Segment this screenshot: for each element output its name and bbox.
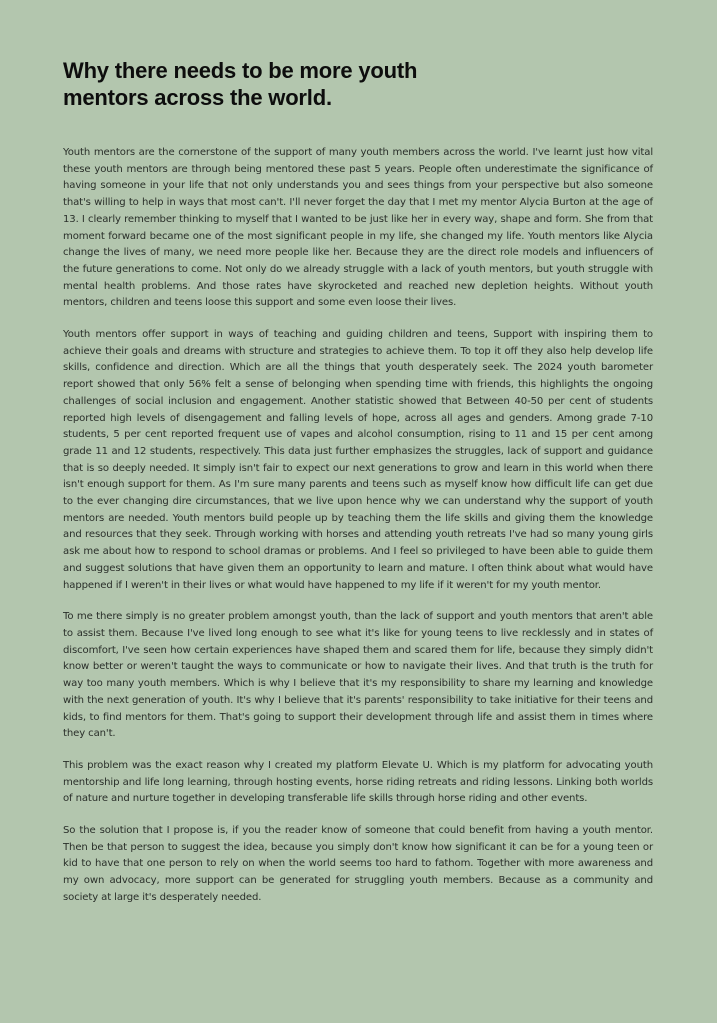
document-page (63, 57, 653, 922)
paragraph-support: Youth mentors offer support in ways of teaching and guiding children and teens, Support with inspiring them to achieve their goals and dreams with structure and strategies to achieve them. To top it off they also help develop life skills, confidence and direction. Which are all the things that youth desperately seek. The 2024 youth barometer report showed that only 56% felt a sense of belonging when spending time with friends, this highlights the ongoing challenges of social inclusion and engagement. Another statistic showed that Between 40-50 per cent of students reported high levels of disengagement and falling levels of hope, across all ages and genders. Among grade 7-10 students, 5 per cent reported frequent use of vapes and alcohol consumption, rising to 11 and 15 per cent among grade 11 and 12 students, respectively. This data just further emphasizes the struggles, lack of support and guidance that is so deeply needed. It simply isn't fair to expect our next generations to grow and learn in this world when there isn't enough support for them. As I'm sure many parents and teens such as myself know how difficult life can get due to the ever changing dire circumstances, that we live upon hence why we can understand why the support of youth mentors are needed. Youth mentors build people up by teaching them the life skills and giving them the knowledge and resources that they seek. Through working with horses and attending youth retreats I've had so many young girls ask me about how to respond to school dramas or problems. And I feel so privileged to have been able to guide them and suggest solutions that have given them an opportunity to learn and mature. I often think about what would have happened if I weren't in their lives or what would have happened to my life if it weren't for my youth mentor. (63, 329, 653, 591)
paragraph-platform: This problem was the exact reason why I created my platform Elevate U. Which is my platform for advocating youth mentorship and life long learning, through hosting events, horse riding retreats and riding lessons. Linking both worlds of nature and nurture together in developing transferable life skills through horse riding and other events. (63, 759, 653, 805)
paragraph-problem: To me there simply is no greater problem amongst youth, than the lack of support and youth mentors that aren't able to assist them. Because I've lived long enough to see what it's like for young teens to live recklessly and in states of discomfort, I've seen how certain experiences have shaped them and scared them for life, because they simply didn't know better or weren't taught the ways to communicate or how to navigate their lives. And that truth is the truth for way too many youth members. Which is why I believe that it's my responsibility to share my learning and knowledge with the next generation of youth. It's why I believe that it's parents' responsibility to take initiative for their teens and kids, to find mentors for them. That's going to support their development through life and assist them in times where they can't. (63, 611, 653, 740)
document-title: Why there needs to be more youth mentors across the world. (63, 58, 418, 110)
paragraph-solution: So the solution that I propose is, if you the reader know of someone that could benefit from having a youth mentor. Then be that person to suggest the idea, because you simply don't know how significant it can be for a young teen or kid to have that one person to rely on when the world seems too hard to fathom. Together with more awareness and my own advocacy, more support can be generated for struggling youth members. Because as a community and society at large it's desperately needed. (63, 825, 653, 903)
paragraph-intro: Youth mentors are the cornerstone of the support of many youth members across the world. I've learnt just how vital these youth mentors are through being mentored these past 5 years. People often underestimate the significance of having someone in your life that not only understands you and sees things from your perspective but also someone that's willing to help in ways that most can't. I'll never forget the day that I met my mentor Alycia Burton at the age of 13. I clearly remember thinking to myself that I wanted to be just like her in every way, shape and form. She from that moment forward became one of the most significant people in my life, she changed my life. Youth mentors like Alycia change the lives of many, we need more people like her. Because they are the direct role models and influencers of the future generations to come. Not only do we already struggle with a lack of youth mentors, but youth struggle with mental health problems. And those rates have skyrocketed and reached new depletion heights. Without youth mentors, children and teens loose this support and some even loose their lives. (63, 147, 653, 309)
document-body (63, 145, 653, 907)
